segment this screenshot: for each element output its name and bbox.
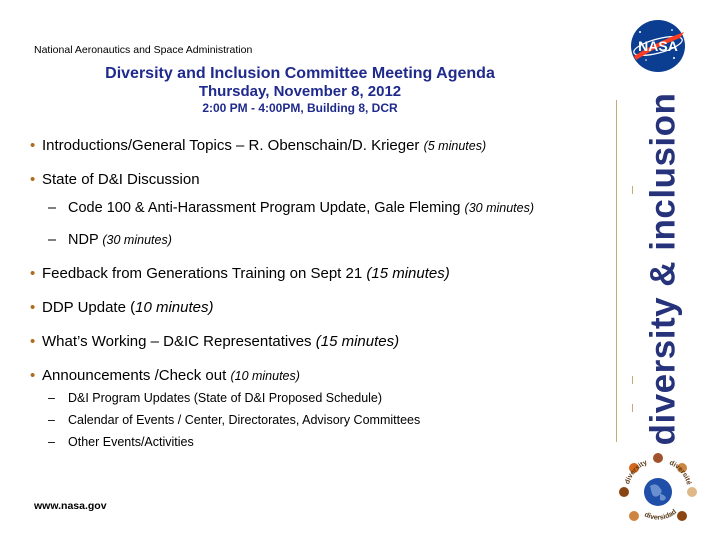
agenda-item-whats-working bbox=[30, 332, 610, 352]
agenda-item-text: State of D&I Discussion bbox=[42, 171, 200, 188]
meeting-date: Thursday, November 8, 2012 bbox=[198, 83, 402, 100]
agenda-subitem-duration: (30 minutes) bbox=[102, 233, 172, 247]
dash-icon: – bbox=[48, 391, 55, 405]
sidebar-divider bbox=[616, 100, 617, 442]
title-block bbox=[0, 64, 600, 116]
agenda-item-duration: (10 minutes) bbox=[230, 369, 300, 383]
svg-text:diversity bbox=[624, 459, 648, 485]
bullet-icon: • bbox=[30, 299, 36, 316]
sidebar-tick bbox=[632, 404, 633, 412]
agenda-item-text: Introductions/General Topics – R. Obenschain/D. Krieger bbox=[42, 137, 424, 154]
agenda-list bbox=[30, 136, 610, 466]
dash-icon: – bbox=[48, 413, 55, 427]
footer-url: www.nasa.gov bbox=[34, 500, 107, 512]
meeting-title: Diversity and Inclusion Committee Meeting Agenda bbox=[105, 65, 495, 82]
dash-icon: – bbox=[48, 200, 57, 216]
dash-icon: – bbox=[48, 232, 57, 248]
bullet-icon: • bbox=[30, 171, 36, 188]
agenda-item-duration: 10 minutes) bbox=[135, 299, 214, 316]
bullet-icon: • bbox=[30, 333, 36, 350]
bullet-icon: • bbox=[30, 137, 36, 154]
agenda-item-text: Announcements /Check out bbox=[42, 367, 231, 384]
agenda-subitem-code-100 bbox=[30, 198, 610, 218]
agenda-subitem-program-updates bbox=[30, 388, 610, 408]
emblem-text-bottom: diversidad bbox=[643, 508, 679, 522]
agenda-subitem-text: NDP bbox=[68, 232, 103, 248]
sidebar-tick bbox=[632, 186, 633, 194]
agenda-item-duration: (15 minutes) bbox=[315, 333, 400, 350]
agenda-subitem-ndp bbox=[30, 230, 610, 250]
agenda-item-announcements bbox=[30, 366, 610, 452]
agenda-item-text: Feedback from Generations Training on Sept 21 bbox=[42, 265, 367, 282]
diversity-globe-emblem-icon bbox=[612, 448, 704, 536]
agenda-item-text: DDP Update ( bbox=[42, 299, 136, 316]
agenda-subitem-text: Code 100 & Anti-Harassment Program Update, Gale Fleming bbox=[68, 200, 465, 216]
agency-name: National Aeronautics and Space Administration bbox=[34, 44, 253, 56]
svg-text:diversidad bbox=[643, 508, 678, 521]
agenda-item-duration: (5 minutes) bbox=[423, 139, 487, 153]
agenda-item-duration: (15 minutes) bbox=[366, 265, 450, 282]
meeting-time-location: 2:00 PM - 4:00PM, Building 8, DCR bbox=[202, 101, 398, 115]
emblem-text-top: diversity bbox=[624, 459, 649, 486]
emblem-text-right: diversité bbox=[668, 459, 693, 486]
agenda-subitem-duration: (30 minutes) bbox=[464, 201, 535, 215]
nasa-meatball-icon bbox=[626, 18, 690, 74]
sidebar-tick bbox=[632, 376, 633, 384]
agenda-subitem-other-events bbox=[30, 432, 610, 452]
bullet-icon: • bbox=[30, 265, 36, 282]
agenda-item-ddp-update bbox=[30, 298, 610, 318]
agenda-item-feedback bbox=[30, 264, 610, 284]
diversity-inclusion-banner bbox=[636, 90, 690, 448]
banner-text: diversity & inclusion bbox=[643, 92, 682, 446]
bullet-icon: • bbox=[30, 367, 36, 384]
agenda-subitem-calendar bbox=[30, 410, 610, 430]
agenda-item-introductions bbox=[30, 136, 610, 156]
agenda-subitem-text: Other Events/Activities bbox=[68, 435, 194, 449]
agenda-subitem-text: D&I Program Updates (State of D&I Proposed Schedule) bbox=[68, 391, 383, 405]
agenda-subitem-text: Calendar of Events / Center, Directorates, Advisory Committees bbox=[68, 413, 421, 427]
agenda-item-text: What’s Working – D&IC Representatives bbox=[42, 333, 316, 350]
agenda-item-state-of-di bbox=[30, 170, 610, 250]
nasa-logo-text: NASA bbox=[638, 38, 678, 54]
dash-icon: – bbox=[48, 435, 55, 449]
